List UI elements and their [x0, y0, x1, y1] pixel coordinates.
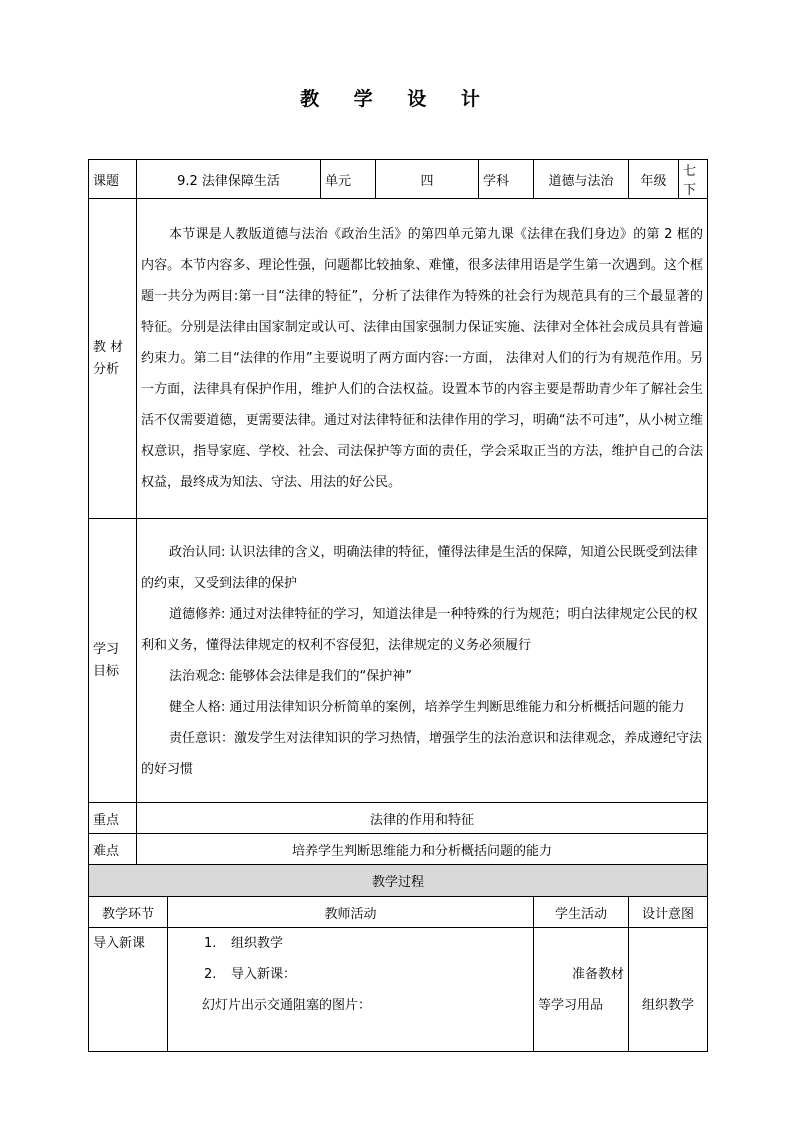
process-header-student: 学生活动 — [534, 897, 629, 928]
analysis-text: 本节课是人教版道德与法治《政治生活》的第四单元第九课《法律在我们身边》的第 2 框的内容。本节内容多、理论性强，问题都比较抽象、难懂，很多法律用语是学生第一次遇到。这个框题一共分为两目:第一目“法律的特征”，分析了法律作为特殊的社会行为规范具有的三个最显著的特征。分别是法律由国家制定或认可、法律由国家强制力保证实施、法律对全体社会成员具有普遍约束力。第二目“法律的作用”主要说明了两方面内容:一方面， 法律对人们的行为有规范作用。另一方面，法律具有保护作用，维护人们的合法权益。设置本节的内容主要是帮助青少年了解社会生活不仅需要道德，更需要法律。通过对法律特征和法律作用的学习，明确“法不可违”，从小树立维权意识，指导家庭、学校、社会、司法保护等方面的责任，学会采取正当的方法，维护自己的合法权益，最终成为知法、守法、用法的好公民。 — [137, 199, 708, 519]
subject-label: 学科 — [479, 160, 534, 199]
process-header-row — [89, 897, 708, 928]
lesson-plan-table — [88, 159, 708, 1052]
process-teacher-activity — [168, 928, 534, 1052]
process-header-intent: 设计意图 — [629, 897, 708, 928]
header-row — [89, 160, 708, 199]
process-student-activity: 准备教材 等学习用品 — [534, 928, 629, 1052]
teacher-step: 1. 组织教学 — [204, 936, 284, 951]
objectives-label: 学习 目标 — [89, 519, 137, 803]
unit-value: 四 — [376, 160, 479, 199]
process-stage: 导入新课 — [89, 928, 168, 1052]
process-header-teacher: 教师活动 — [168, 897, 534, 928]
objective-item: 健全人格: 通过用法律知识分析简单的案例，培养学生判断思维能力和分析概括问题的能力 — [169, 699, 685, 715]
process-header-stage: 教学环节 — [89, 897, 168, 928]
objective-item: 法治观念: 能够体会法律是我们的“保护神” — [169, 668, 412, 684]
difficulty-label: 难点 — [89, 834, 137, 865]
objective-item: 政治认同: 认识法律的含义，明确法律的特征，懂得法律是生活的保障，知道公民既受到法律的约束，又受到法律的保护 — [141, 544, 698, 591]
document-title: 教 学 设 计 — [300, 88, 494, 110]
process-title: 教学过程 — [89, 865, 708, 897]
difficulty-row — [89, 834, 708, 865]
process-title-row — [89, 865, 708, 897]
difficulty-value: 培养学生判断思维能力和分析概括问题的能力 — [137, 834, 708, 865]
objectives-row — [89, 519, 708, 803]
unit-label: 单元 — [321, 160, 376, 199]
teacher-step: 2. 导入新课： — [204, 967, 297, 982]
process-row — [89, 928, 708, 1052]
objectives-list — [137, 519, 708, 803]
analysis-label: 教 材 分析 — [89, 199, 137, 519]
process-intent: 组织教学 — [629, 928, 708, 1052]
key-point-label: 重点 — [89, 803, 137, 834]
grade-label: 年级 — [629, 160, 679, 199]
teacher-step: 幻灯片出示交通阻塞的图片： — [202, 998, 372, 1013]
subject-value: 道德与法治 — [534, 160, 629, 199]
objective-item: 责任意识：激发学生对法律知识的学习热情，增强学生的法治意识和法律观念，养成遵纪守法的好习惯 — [141, 730, 703, 777]
analysis-row — [89, 199, 708, 519]
grade-value: 七下 — [679, 160, 708, 199]
topic-label: 课题 — [89, 160, 137, 199]
objective-item: 道德修养: 通过对法律特征的学习，知道法律是一种特殊的行为规范；明白法律规定公民的权利和义务，懂得法律规定的权利不容侵犯，法律规定的义务必须履行 — [141, 606, 698, 653]
topic-value: 9.2 法律保障生活 — [137, 160, 321, 199]
key-point-row — [89, 803, 708, 834]
key-point-value: 法律的作用和特征 — [137, 803, 708, 834]
